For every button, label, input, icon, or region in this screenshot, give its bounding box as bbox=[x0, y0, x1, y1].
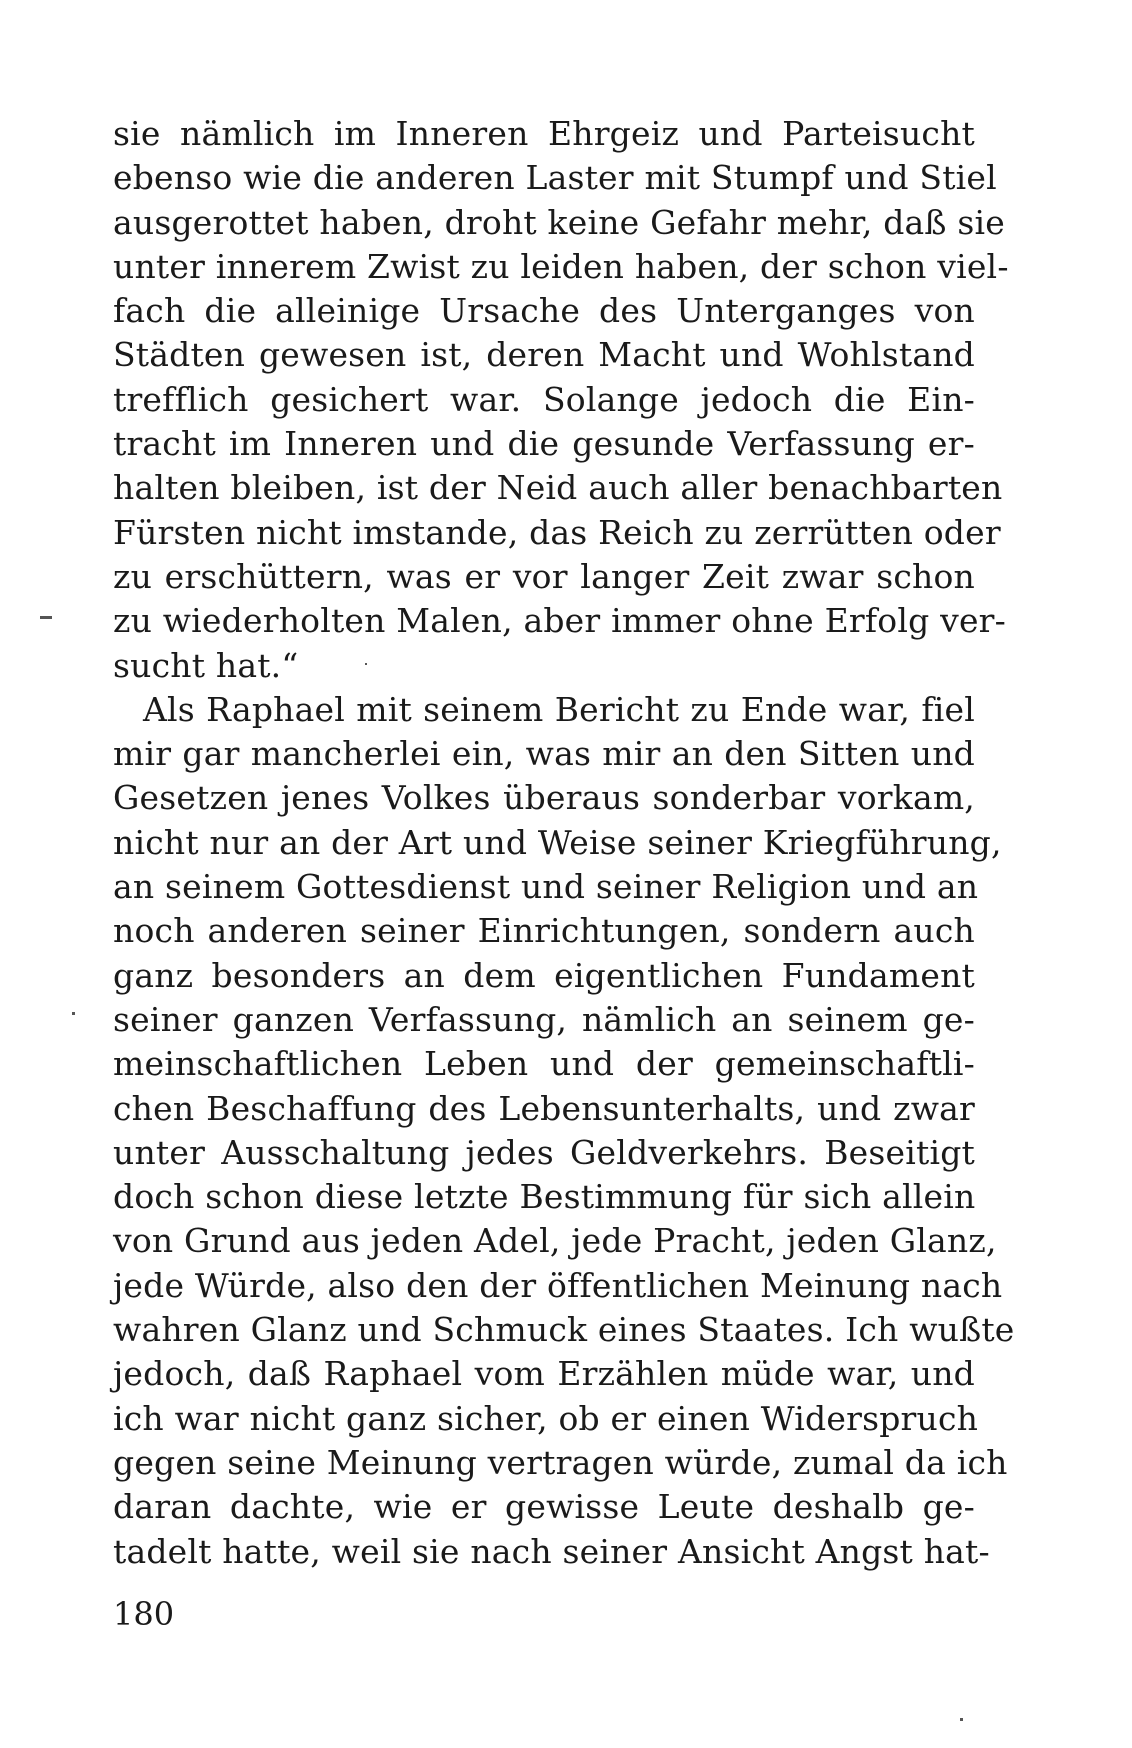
text-line: unter Ausschaltung jedes Geldverkehrs. Beseitigt bbox=[113, 1132, 975, 1172]
text-line: Als Raphael mit seinem Bericht zu Ende war, fiel bbox=[143, 689, 975, 729]
text-line: seiner ganzen Verfassung, nämlich an seinem ge- bbox=[113, 999, 975, 1039]
text-line: nicht nur an der Art und Weise seiner Kriegführung, bbox=[113, 822, 1002, 862]
scan-speck bbox=[365, 663, 367, 665]
text-line: ich war nicht ganz sicher, ob er einen Widerspruch bbox=[113, 1398, 979, 1438]
text-line: Städten gewesen ist, deren Macht und Wohlstand bbox=[113, 335, 975, 375]
text-line: Fürsten nicht imstande, das Reich zu zerrütten oder bbox=[113, 512, 1001, 552]
text-line: tracht im Inneren und die gesunde Verfassung er- bbox=[113, 424, 975, 464]
text-line: noch anderen seiner Einrichtungen, sondern auch bbox=[113, 911, 975, 951]
text-line: jede Würde, also den der öffentlichen Meinung nach bbox=[113, 1265, 1003, 1305]
text-line: ausgerottet haben, droht keine Gefahr mehr, daß sie bbox=[113, 202, 1005, 242]
scan-speck bbox=[960, 1718, 963, 1721]
text-line: sucht hat.“ bbox=[113, 645, 299, 685]
text-line: halten bleiben, ist der Neid auch aller benachbarten bbox=[113, 468, 1003, 508]
scan-speck bbox=[72, 1012, 75, 1015]
text-line: sie nämlich im Inneren Ehrgeiz und Parteisucht bbox=[113, 114, 975, 153]
text-line: ebenso wie die anderen Laster mit Stumpf und Stiel bbox=[113, 158, 997, 198]
text-line: zu wiederholten Malen, aber immer ohne Erfolg ver- bbox=[113, 601, 1007, 641]
text-line: tadelt hatte, weil sie nach seiner Ansicht Angst hat- bbox=[113, 1531, 990, 1571]
text-line: gegen seine Meinung vertragen würde, zumal da ich bbox=[113, 1442, 1008, 1482]
text-line: an seinem Gottesdienst und seiner Religion und an bbox=[113, 867, 979, 907]
text-line: chen Beschaffung des Lebensunterhalts, und zwar bbox=[113, 1088, 975, 1128]
text-line: mir gar mancherlei ein, was mir an den Sitten und bbox=[113, 734, 975, 774]
body-text bbox=[113, 112, 1015, 1574]
text-line: daran dachte, wie er gewisse Leute deshalb ge- bbox=[113, 1487, 975, 1527]
text-line: jedoch, daß Raphael vom Erzählen müde war, und bbox=[113, 1354, 975, 1394]
text-line: fach die alleinige Ursache des Unterganges von bbox=[113, 291, 975, 331]
text-line: wahren Glanz und Schmuck eines Staates. Ich wußte bbox=[113, 1310, 1015, 1350]
text-line: ganz besonders an dem eigentlichen Fundament bbox=[113, 955, 975, 995]
text-line: trefflich gesichert war. Solange jedoch die Ein- bbox=[113, 379, 975, 419]
text-line: unter innerem Zwist zu leiden haben, der schon viel- bbox=[113, 246, 1009, 286]
text-line: meinschaftlichen Leben und der gemeinschaftli- bbox=[113, 1044, 975, 1084]
text-line: Gesetzen jenes Volkes überaus sonderbar vorkam, bbox=[113, 778, 975, 818]
text-line: von Grund aus jeden Adel, jede Pracht, jeden Glanz, bbox=[113, 1221, 997, 1261]
scan-speck bbox=[40, 616, 52, 619]
text-line: doch schon diese letzte Bestimmung für sich allein bbox=[113, 1177, 976, 1217]
text-line: zu erschüttern, was er vor langer Zeit zwar schon bbox=[113, 556, 975, 596]
page-number: 180 bbox=[113, 1595, 175, 1633]
